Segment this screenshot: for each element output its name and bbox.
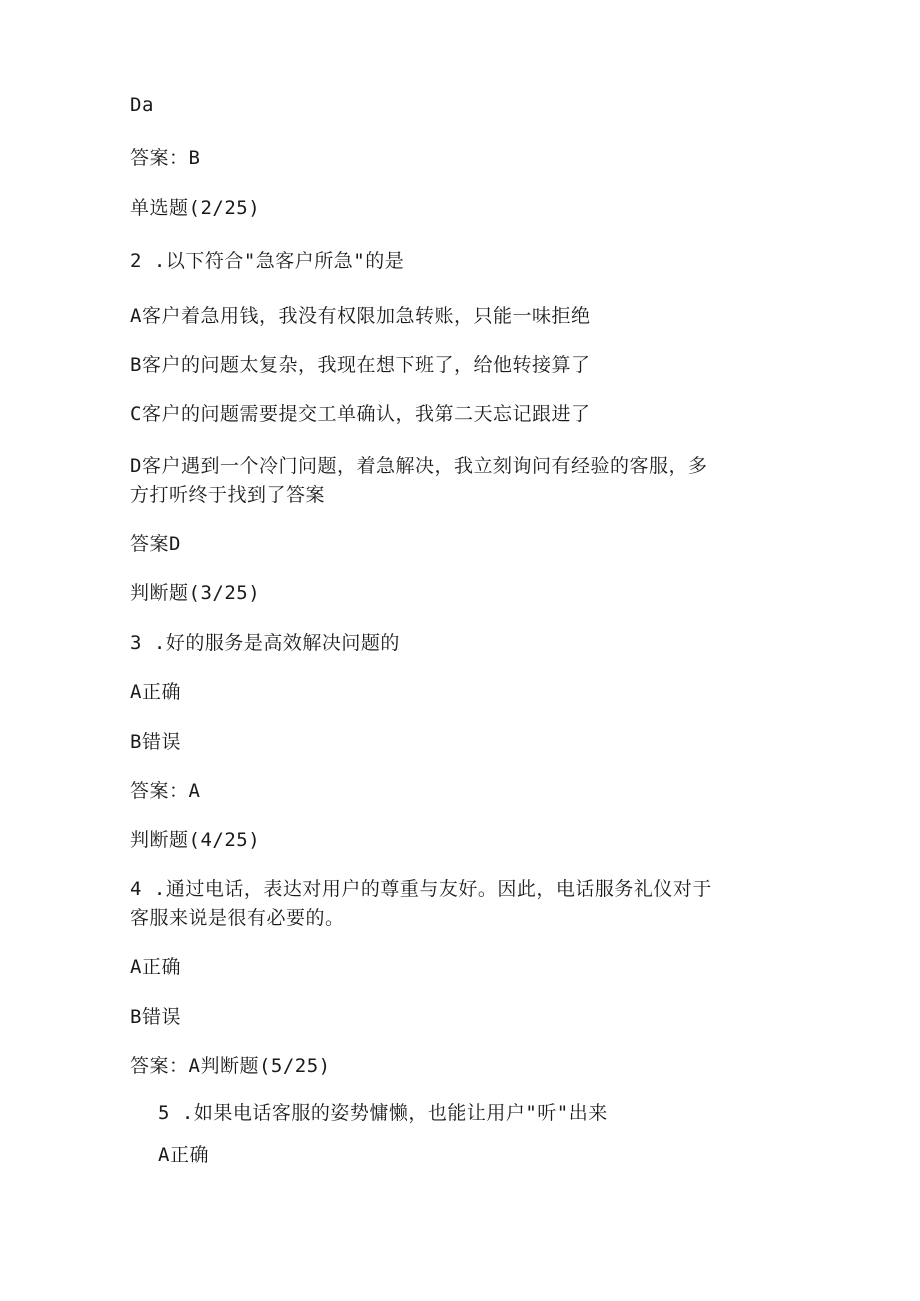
question-5-option-a: A正确 [158, 1144, 209, 1166]
question-2-option-b: B客户的问题太复杂，我现在想下班了，给他转接算了 [130, 354, 591, 376]
question-2-option-d-line1: D客户遇到一个冷门问题，着急解决，我立刻询问有经验的客服，多 [130, 455, 708, 477]
answer-1: 答案：B [130, 147, 201, 169]
question-4-option-a: A正确 [130, 956, 181, 978]
question-3-option-b: B错误 [130, 731, 181, 753]
question-4-option-b: B错误 [130, 1006, 181, 1028]
question-2-option-a: A客户着急用钱，我没有权限加急转账，只能一味拒绝 [130, 305, 591, 327]
question-3-option-a: A正确 [130, 681, 181, 703]
question-4-text-line1: 4 .通过电话，表达对用户的尊重与友好。因此，电话服务礼仪对于 [130, 878, 712, 900]
option-d-fragment: Da [130, 94, 154, 116]
question-type-4: 判断题(4/25) [130, 829, 261, 851]
question-type-3: 判断题(3/25) [130, 582, 261, 604]
question-3-text: 3 .好的服务是高效解决问题的 [130, 632, 400, 654]
question-2-text: 2 .以下符合"急客户所急"的是 [130, 250, 405, 272]
answer-2: 答案D [130, 533, 181, 555]
question-type-2: 单选题(2/25) [130, 197, 261, 219]
question-5-text: 5 .如果电话客服的姿势慵懒，也能让用户"听"出来 [158, 1102, 608, 1124]
question-2-option-d-line2: 方打听终于找到了答案 [130, 484, 326, 506]
answer-4-and-question-type-5: 答案：A判断题(5/25) [130, 1055, 331, 1077]
question-4-text-line2: 客服来说是很有必要的。 [130, 907, 345, 929]
question-2-option-c: C客户的问题需要提交工单确认，我第二天忘记跟进了 [130, 403, 591, 425]
answer-3: 答案：A [130, 780, 201, 802]
